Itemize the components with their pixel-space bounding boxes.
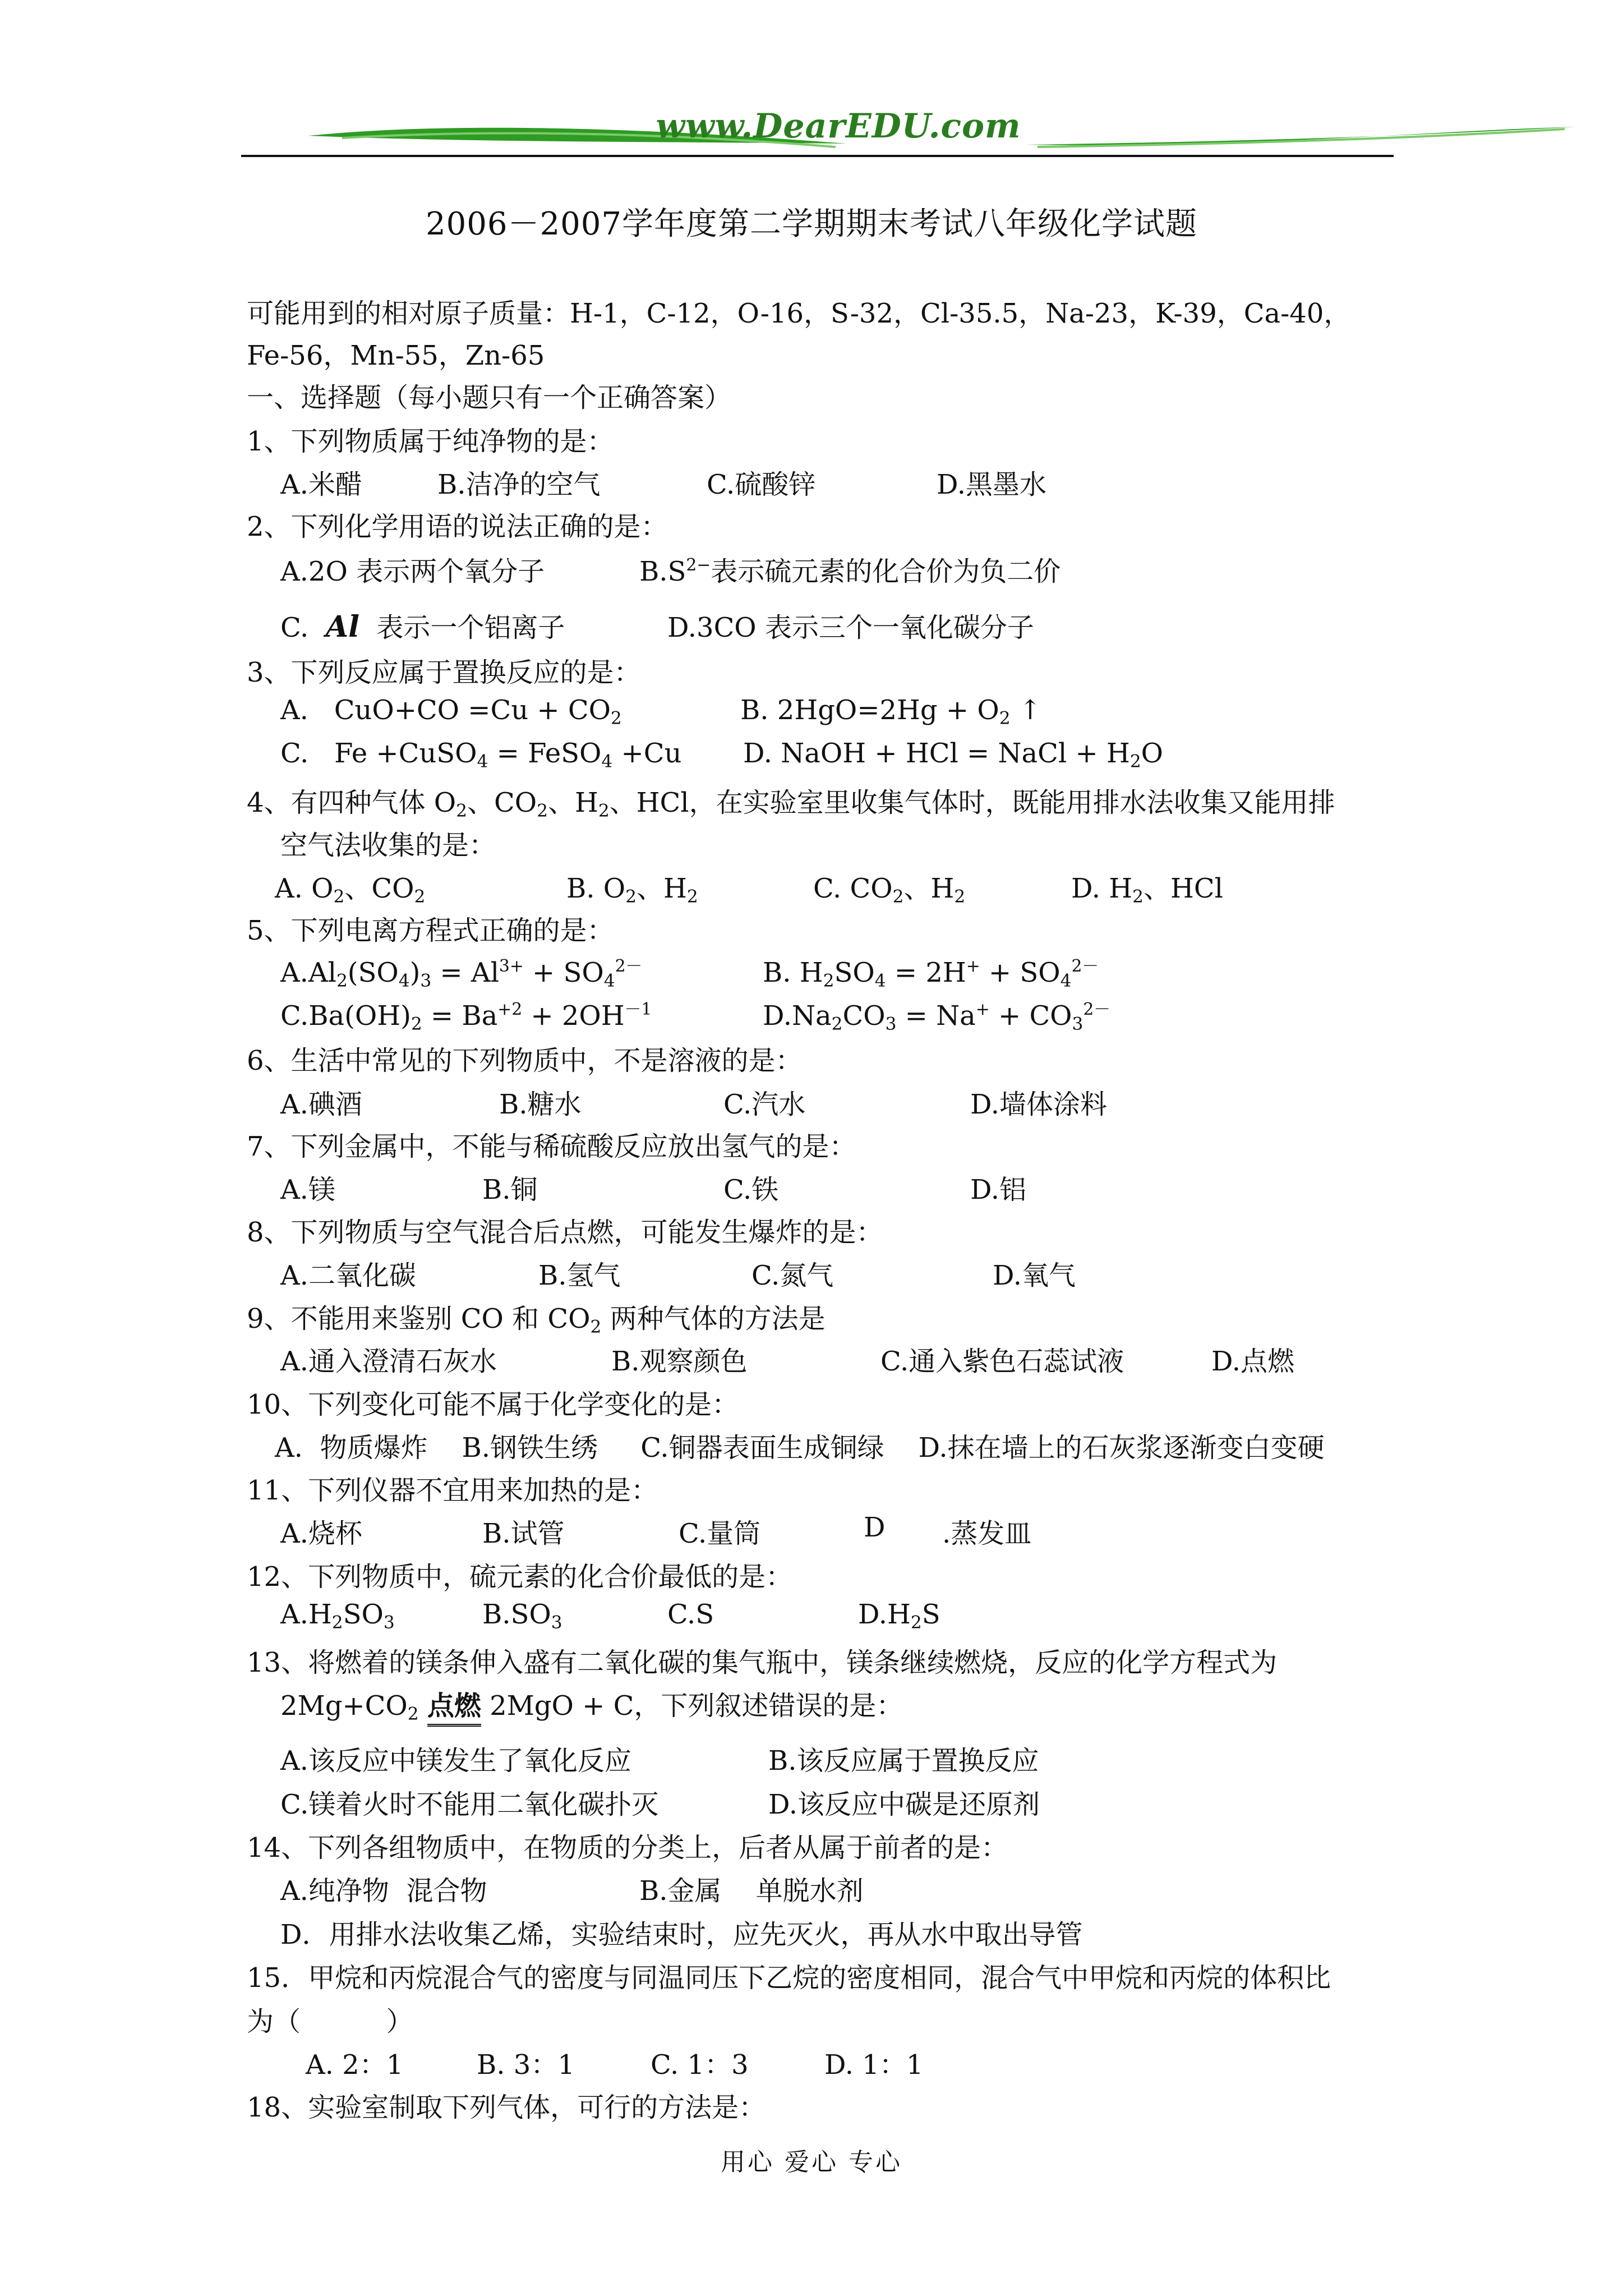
q7-option-d: D.铝	[970, 1174, 1027, 1205]
q2-option-a: A.2O 表示两个氧分子	[280, 556, 545, 587]
q3-option-a: A. $CuO+CO =Cu + CO_2$	[280, 694, 622, 729]
q11-option-d-letter: D	[864, 1512, 886, 1543]
q7-option-b: B.铜	[482, 1174, 538, 1205]
q14-option-a: A.纯净物 混合物	[280, 1875, 487, 1907]
question-9-stem: 9、不能用来鉴别 CO 和 $CO_2$ 两种气体的方法是	[247, 1303, 826, 1337]
q15-option-c: C. 1：3	[651, 2049, 749, 2081]
q5-option-b: B. $H_2SO_4 = 2H^+ + SO_4^{2-}$	[763, 956, 1099, 991]
q1-option-d: D.黑墨水	[937, 469, 1047, 500]
question-7-stem: 7、下列金属中，不能与稀硫酸反应放出氢气的是：	[247, 1131, 856, 1162]
q10-options: A. 物质爆炸 B.钢铁生绣 C.铜器表面生成铜绿 D.抹在墙上的石灰浆逐渐变白变硬	[275, 1432, 1325, 1464]
header-rule	[241, 155, 1394, 157]
q7-option-a: A.镁	[280, 1174, 335, 1205]
q9-option-c: C.通入紫色石蕊试液	[880, 1346, 1124, 1377]
question-4-stem: 4、有四种气体 $O_2$、$CO_2$、$H_2$、HCl，在实验室里收集气体时，既能用排水法收集又能用排	[247, 787, 1335, 821]
q12-option-d: $D.H_2S$	[858, 1599, 940, 1633]
q11-option-b: B.试管	[482, 1518, 565, 1549]
q4-option-d: D. $H_2$、HCl	[1071, 873, 1223, 907]
question-10-stem: 10、下列变化可能不属于化学变化的是：	[247, 1389, 739, 1420]
question-1-stem: 1、下列物质属于纯净物的是：	[247, 426, 614, 457]
q4-option-a: A. $O_2$、$CO_2$	[275, 873, 426, 907]
q13-option-c: C.镁着火时不能用二氧化碳扑灭	[280, 1789, 659, 1820]
question-15-stem-cont: 为（ ）	[247, 2006, 413, 2037]
q15-option-d: D. 1：1	[824, 2049, 924, 2081]
site-logo: www.DearEDU.com	[656, 107, 1021, 146]
q1-option-b: B.洁净的空气	[437, 469, 601, 500]
q4-option-c: C. $CO_2$、$H_2$	[813, 873, 966, 907]
q3-option-b: B. $2HgO=2Hg + O_2$ ↑	[740, 694, 1042, 729]
q1-option-c: C.硫酸锌	[707, 469, 816, 500]
question-13-equation: $2Mg+CO_2$ 点燃 2MgO + C，下列叙述错误的是：	[280, 1684, 903, 1727]
q6-option-a: A.碘酒	[280, 1089, 362, 1120]
q8-option-c: C.氮气	[751, 1260, 834, 1291]
question-6-stem: 6、生活中常见的下列物质中，不是溶液的是：	[247, 1045, 803, 1076]
q3-option-c: C. Fe +CuSO$_4$ = FeSO$_4$ +Cu	[280, 738, 682, 772]
q6-option-b: B.糖水	[499, 1089, 582, 1120]
q13-option-a: A.该反应中镁发生了氧化反应	[280, 1745, 631, 1777]
header-banner	[241, 107, 1394, 174]
q5-option-d: $D.Na_2CO_3 = Na^+ + CO_3^{2-}$	[763, 1000, 1111, 1034]
section-heading: 一、选择题（每小题只有一个正确答案）	[247, 382, 732, 413]
reaction-condition: 点燃	[427, 1684, 481, 1727]
q9-option-b: B.观察颜色	[611, 1346, 748, 1377]
question-13-stem: 13、将燃着的镁条伸入盛有二氧化碳的集气瓶中，镁条继续燃烧，反应的化学方程式为	[247, 1647, 1278, 1678]
q14-option-b: B.金属 单脱水剂	[639, 1875, 864, 1907]
question-11-stem: 11、下列仪器不宜用来加热的是：	[247, 1475, 658, 1506]
q6-option-d: D.墙体涂料	[970, 1089, 1108, 1120]
question-2-stem: 2、下列化学用语的说法正确的是：	[247, 511, 668, 542]
question-12-stem: 12、下列物质中，硫元素的化合价最低的是：	[247, 1561, 793, 1593]
q12-option-c: C.S	[667, 1599, 714, 1630]
q8-option-d: D.氧气	[993, 1260, 1076, 1291]
q7-option-c: C.铁	[723, 1174, 779, 1205]
q12-option-a: $A.H_2SO_3$	[280, 1599, 395, 1633]
question-8-stem: 8、下列物质与空气混合后点燃，可能发生爆炸的是：	[247, 1217, 883, 1248]
q1-option-a: A.米醋	[280, 469, 362, 500]
q14-option-d: D．用排水法收集乙烯，实验结束时，应先灭火，再从水中取出导管	[280, 1919, 1083, 1950]
q5-option-a: $A.Al_2(SO_4)_3 = Al^{3+} + SO_4^{2-}$	[280, 956, 643, 991]
q11-option-d: .蒸发皿	[942, 1518, 1032, 1549]
q9-option-d: D.点燃	[1211, 1346, 1295, 1377]
q9-option-a: A.通入澄清石灰水	[280, 1346, 497, 1377]
q5-option-c: $C.Ba(OH)_2 = Ba^{+2} + 2OH^{-1}$	[280, 1000, 652, 1034]
question-4-stem-cont: 空气法收集的是：	[280, 830, 496, 861]
exam-title: 2006－2007学年度第二学期期末考试八年级化学试题	[425, 206, 1198, 242]
q13-option-b: B.该反应属于置换反应	[768, 1745, 1039, 1777]
page-footer: 用心 爱心 专心	[721, 2148, 902, 2177]
question-18-stem: 18、实验室制取下列气体，可行的方法是：	[247, 2092, 766, 2123]
q13-option-d: D.该反应中碳是还原剂	[768, 1789, 1040, 1820]
q11-option-a: A.烧杯	[280, 1518, 362, 1549]
q15-option-b: B. 3：1	[477, 2049, 575, 2081]
q4-option-b: B. $O_2$、$H_2$	[566, 873, 698, 907]
intro-line-1: 可能用到的相对原子质量：H-1，C-12，O-16，S-32，Cl-35.5，Na-23，K-39，Ca-40，	[247, 298, 1351, 329]
q2-option-b: $B.S^{2-}$表示硫元素的化合价为负二价	[639, 555, 1061, 587]
question-3-stem: 3、下列反应属于置换反应的是：	[247, 657, 641, 688]
q6-option-c: C.汽水	[723, 1089, 806, 1120]
q12-option-b: $B.SO_3$	[482, 1599, 562, 1633]
question-15-stem: 15．甲烷和丙烷混合气的密度与同温同压下乙烷的密度相同，混合气中甲烷和丙烷的体积比	[247, 1962, 1331, 1994]
question-14-stem: 14、下列各组物质中，在物质的分类上，后者从属于前者的是：	[247, 1832, 1008, 1864]
q3-option-d: D. NaOH + HCl = NaCl + $H_2O$	[743, 738, 1164, 772]
q11-option-c: C.量筒	[679, 1518, 761, 1549]
q2-option-d: D.3CO 表示三个一氧化碳分子	[667, 612, 1034, 643]
q8-option-a: A.二氧化碳	[280, 1260, 416, 1291]
q8-option-b: B.氢气	[538, 1260, 621, 1291]
question-5-stem: 5、下列电离方程式正确的是：	[247, 915, 614, 946]
intro-line-2: Fe-56，Mn-55，Zn-65	[247, 340, 545, 371]
q15-option-a: A. 2：1	[306, 2049, 404, 2081]
green-swoosh-right-icon	[1026, 119, 1576, 154]
q2-option-c: C. Al 表示一个铝离子	[280, 610, 565, 644]
